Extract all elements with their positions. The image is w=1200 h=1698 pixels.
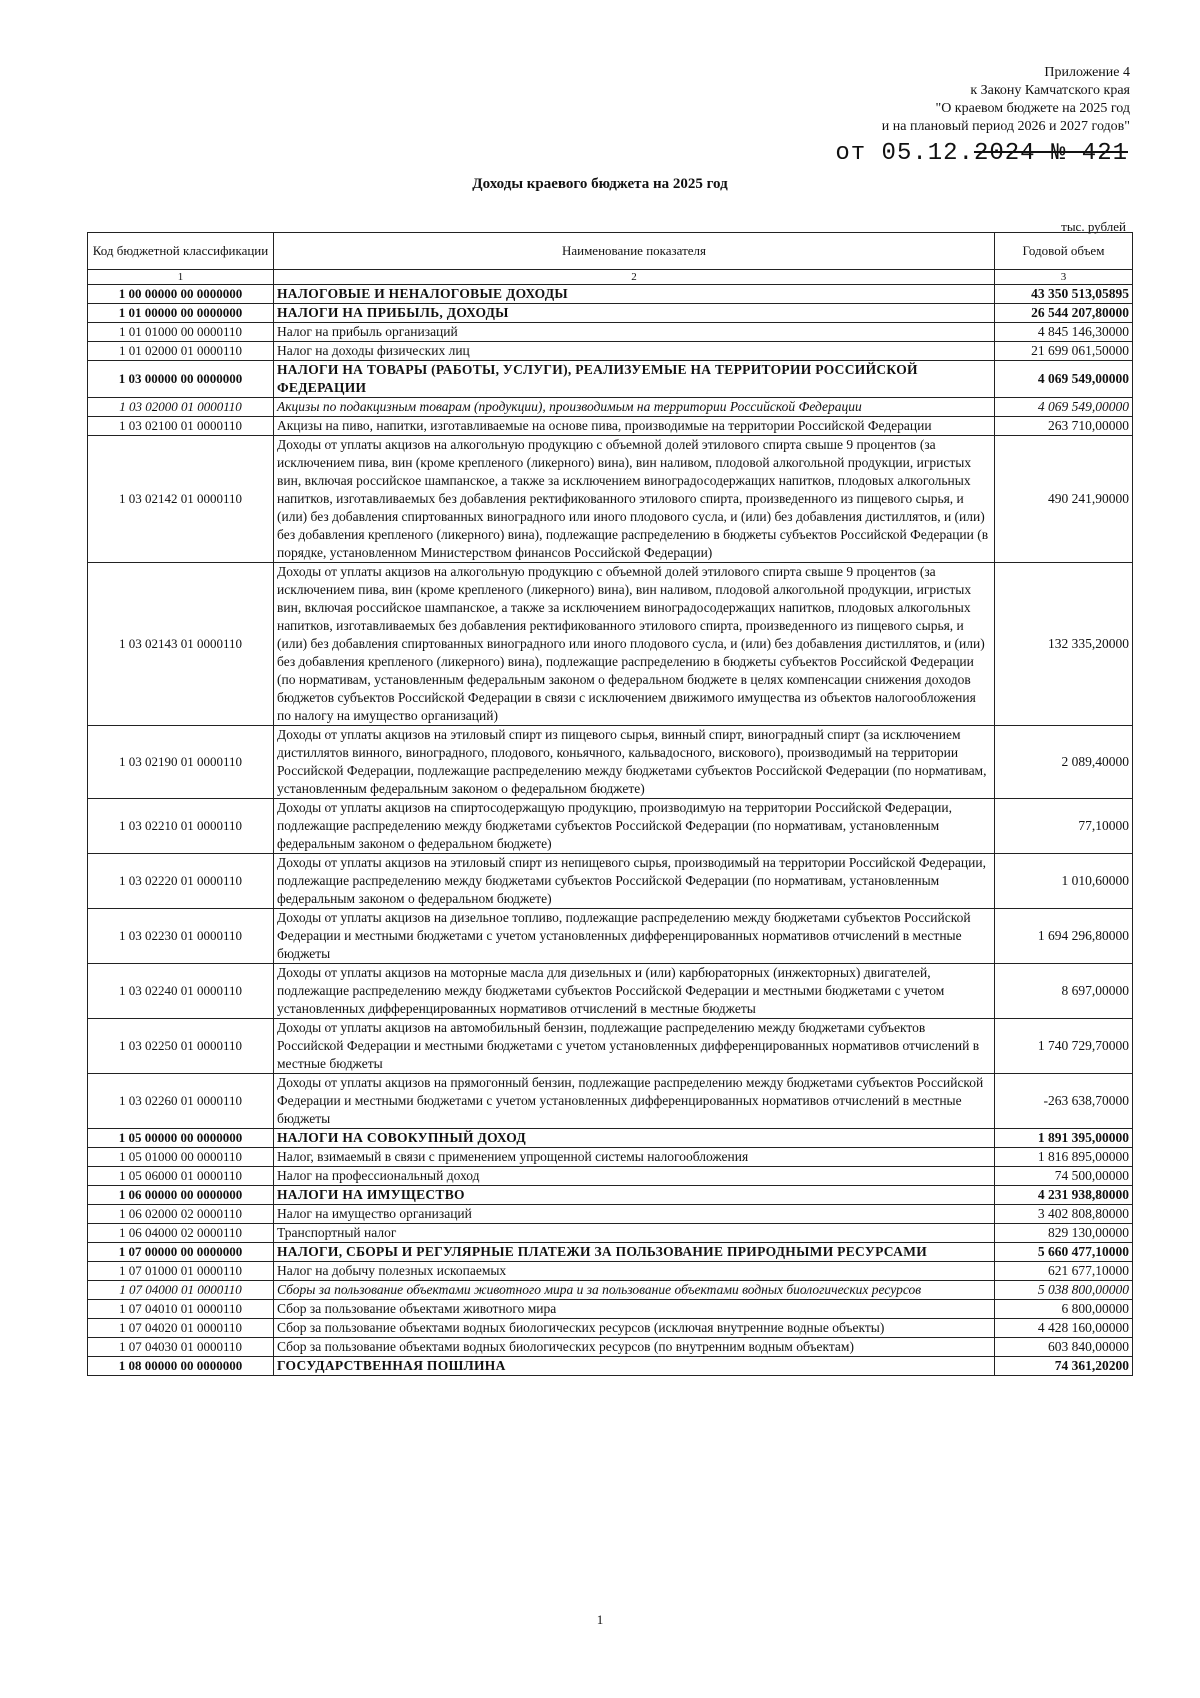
table-row <box>88 1148 1133 1167</box>
table-row <box>88 436 1133 563</box>
row-amount: 1 010,60000 <box>995 854 1133 909</box>
table-row <box>88 1186 1133 1205</box>
table-row <box>88 361 1133 398</box>
row-name: Доходы от уплаты акцизов на прямогонный бензин, подлежащие распределению между бюджетами субъектов Российской Федерации и местными бюджетами с учетом установленных дифференцированных нормативов отчислений в местные бюджеты <box>274 1074 995 1129</box>
row-amount: 1 816 895,00000 <box>995 1148 1133 1167</box>
row-name: НАЛОГИ НА СОВОКУПНЫЙ ДОХОД <box>274 1129 995 1148</box>
row-name: Доходы от уплаты акцизов на спиртосодержащую продукцию, производимую на территории Российской Федерации, подлежащие распределению между бюджетами субъектов Российской Федерации (по нормативам, установленным федеральным законом о федеральном бюджете) <box>274 799 995 854</box>
table-row <box>88 964 1133 1019</box>
row-amount: 43 350 513,05895 <box>995 285 1133 304</box>
date-struck: 2024 № 421 <box>973 140 1128 167</box>
table-row <box>88 1281 1133 1300</box>
law-date-number <box>835 140 1128 167</box>
row-name: НАЛОГИ НА ИМУЩЕСТВО <box>274 1186 995 1205</box>
row-code: 1 07 04030 01 0000110 <box>88 1338 274 1357</box>
row-code: 1 03 02260 01 0000110 <box>88 1074 274 1129</box>
appendix-line-2: к Закону Камчатского края <box>970 83 1130 98</box>
row-amount: -263 638,70000 <box>995 1074 1133 1129</box>
row-name: Сборы за пользование объектами животного мира и за пользование объектами водных биологических ресурсов <box>274 1281 995 1300</box>
table-row <box>88 1243 1133 1262</box>
row-name: НАЛОГИ, СБОРЫ И РЕГУЛЯРНЫЕ ПЛАТЕЖИ ЗА ПОЛЬЗОВАНИЕ ПРИРОДНЫМИ РЕСУРСАМИ <box>274 1243 995 1262</box>
document-title: Доходы краевого бюджета на 2025 год <box>472 176 728 192</box>
row-name: Налог на доходы физических лиц <box>274 342 995 361</box>
row-code: 1 06 04000 02 0000110 <box>88 1224 274 1243</box>
row-code: 1 05 01000 00 0000110 <box>88 1148 274 1167</box>
page-number: 1 <box>596 1612 604 1627</box>
table-row <box>88 1300 1133 1319</box>
row-amount: 5 038 800,00000 <box>995 1281 1133 1300</box>
table-row <box>88 726 1133 799</box>
table-row <box>88 323 1133 342</box>
row-code: 1 07 04000 01 0000110 <box>88 1281 274 1300</box>
table-row <box>88 1357 1133 1376</box>
table-row <box>88 1224 1133 1243</box>
row-code: 1 03 00000 00 0000000 <box>88 361 274 398</box>
table-body <box>88 285 1133 1376</box>
row-code: 1 03 02190 01 0000110 <box>88 726 274 799</box>
header-name: Наименование показателя <box>274 233 995 270</box>
units-label: тыс. рублей <box>1061 219 1126 234</box>
row-name: Акцизы на пиво, напитки, изготавливаемые на основе пива, производимые на территории Российской Федерации <box>274 417 995 436</box>
row-amount: 26 544 207,80000 <box>995 304 1133 323</box>
row-code: 1 08 00000 00 0000000 <box>88 1357 274 1376</box>
row-amount: 1 891 395,00000 <box>995 1129 1133 1148</box>
row-amount: 1 740 729,70000 <box>995 1019 1133 1074</box>
row-code: 1 05 06000 01 0000110 <box>88 1167 274 1186</box>
table-row <box>88 285 1133 304</box>
row-name: Налог на профессиональный доход <box>274 1167 995 1186</box>
row-amount: 4 069 549,00000 <box>995 361 1133 398</box>
row-name: НАЛОГИ НА ПРИБЫЛЬ, ДОХОДЫ <box>274 304 995 323</box>
row-name: Сбор за пользование объектами водных биологических ресурсов (исключая внутренние водные объекты) <box>274 1319 995 1338</box>
appendix-header <box>882 64 1130 136</box>
row-name: Налог на добычу полезных ископаемых <box>274 1262 995 1281</box>
table-row <box>88 563 1133 726</box>
row-amount: 4 428 160,00000 <box>995 1319 1133 1338</box>
row-amount: 263 710,00000 <box>995 417 1133 436</box>
row-amount: 603 840,00000 <box>995 1338 1133 1357</box>
row-name: Доходы от уплаты акцизов на автомобильный бензин, подлежащие распределению между бюджетами субъектов Российской Федерации и местными бюджетами с учетом установленных дифференцированных нормативов отчислений в местные бюджеты <box>274 1019 995 1074</box>
table-row <box>88 1019 1133 1074</box>
row-code: 1 06 00000 00 0000000 <box>88 1186 274 1205</box>
table-row <box>88 1205 1133 1224</box>
row-code: 1 07 04020 01 0000110 <box>88 1319 274 1338</box>
table-row <box>88 1338 1133 1357</box>
table-row <box>88 1129 1133 1148</box>
row-amount: 4 231 938,80000 <box>995 1186 1133 1205</box>
row-name: Доходы от уплаты акцизов на алкогольную продукцию с объемной долей этилового спирта свыше 9 процентов (за исключением пива, вин (кроме крепленого (ликерного) вина), вин наливом, плодовой алкогольной продукции, игристых вин, включая российское шампанское, а также за исключением виноградосодержащих напитков, плодовых алкогольных напитков, изготавливаемых без добавления ректификованного этилового спирта, произведенного из пищевого сырья, и (или) без добавления спиртованных виноградного или иного плодового сусла, и (или) без добавления дистиллятов, и (или) без добавления крепленого (ликерного) вина), подлежащие распределению в бюджеты субъектов Российской Федерации (по нормативам, установленным федеральным законом о федеральном бюджете в целях компенсации снижения доходов бюджетов субъектов Российской Федерации в связи с исключением движимого имущества из объектов налогообложения по налогу на имущество организаций) <box>274 563 995 726</box>
row-amount: 3 402 808,80000 <box>995 1205 1133 1224</box>
row-name: НАЛОГИ НА ТОВАРЫ (РАБОТЫ, УСЛУГИ), РЕАЛИЗУЕМЫЕ НА ТЕРРИТОРИИ РОССИЙСКОЙ ФЕДЕРАЦИИ <box>274 361 995 398</box>
table-row <box>88 799 1133 854</box>
row-amount: 77,10000 <box>995 799 1133 854</box>
row-amount: 4 845 146,30000 <box>995 323 1133 342</box>
table-header-row <box>88 233 1133 270</box>
row-name: Доходы от уплаты акцизов на алкогольную продукцию с объемной долей этилового спирта свыше 9 процентов (за исключением пива, вин (кроме крепленого (ликерного) вина), вин наливом, плодовой алкогольной продукции, игристых вин, включая российское шампанское, а также за исключением виноградосодержащих напитков, плодовых алкогольных напитков, изготавливаемых без добавления ректификованного этилового спирта, произведенного из пищевого сырья, и (или) без добавления спиртованных виноградного или иного плодового сусла, и (или) без добавления дистиллятов, и (или) без добавления крепленого (ликерного) вина), подлежащие распределению в бюджеты субъектов Российской Федерации (в порядке, установленном Министерством финансов Российской Федерации) <box>274 436 995 563</box>
row-code: 1 03 02230 01 0000110 <box>88 909 274 964</box>
row-name: Сбор за пользование объектами животного мира <box>274 1300 995 1319</box>
row-name: Налог, взимаемый в связи с применением упрощенной системы налогообложения <box>274 1148 995 1167</box>
row-code: 1 07 01000 01 0000110 <box>88 1262 274 1281</box>
row-name: Доходы от уплаты акцизов на моторные масла для дизельных и (или) карбюраторных (инжекторных) двигателей, подлежащие распределению между бюджетами субъектов Российской Федерации и местными бюджетами с учетом установленных дифференцированных нормативов отчислений в местные бюджеты <box>274 964 995 1019</box>
row-code: 1 03 02250 01 0000110 <box>88 1019 274 1074</box>
row-amount: 4 069 549,00000 <box>995 398 1133 417</box>
row-code: 1 01 02000 01 0000110 <box>88 342 274 361</box>
row-amount: 2 089,40000 <box>995 726 1133 799</box>
date-prefix: от 05.12. <box>835 140 974 167</box>
row-code: 1 03 02220 01 0000110 <box>88 854 274 909</box>
row-code: 1 05 00000 00 0000000 <box>88 1129 274 1148</box>
row-name: Налог на имущество организаций <box>274 1205 995 1224</box>
row-amount: 621 677,10000 <box>995 1262 1133 1281</box>
row-code: 1 03 02143 01 0000110 <box>88 563 274 726</box>
table-row <box>88 398 1133 417</box>
row-code: 1 01 01000 00 0000110 <box>88 323 274 342</box>
row-amount: 6 800,00000 <box>995 1300 1133 1319</box>
row-code: 1 07 00000 00 0000000 <box>88 1243 274 1262</box>
row-code: 1 06 02000 02 0000110 <box>88 1205 274 1224</box>
header-code: Код бюджетной классификации <box>88 233 274 270</box>
row-code: 1 00 00000 00 0000000 <box>88 285 274 304</box>
row-amount: 829 130,00000 <box>995 1224 1133 1243</box>
table-row <box>88 304 1133 323</box>
row-amount: 132 335,20000 <box>995 563 1133 726</box>
row-code: 1 01 00000 00 0000000 <box>88 304 274 323</box>
table-row <box>88 854 1133 909</box>
row-code: 1 07 04010 01 0000110 <box>88 1300 274 1319</box>
table-row <box>88 1262 1133 1281</box>
appendix-line-1: Приложение 4 <box>1044 65 1130 80</box>
row-code: 1 03 02142 01 0000110 <box>88 436 274 563</box>
row-code: 1 03 02240 01 0000110 <box>88 964 274 1019</box>
row-amount: 21 699 061,50000 <box>995 342 1133 361</box>
appendix-line-4: и на плановый период 2026 и 2027 годов" <box>881 119 1130 134</box>
row-amount: 490 241,90000 <box>995 436 1133 563</box>
row-name: Доходы от уплаты акцизов на этиловый спирт из непищевого сырья, производимый на территории Российской Федерации, подлежащие распределению между бюджетами субъектов Российской Федерации (по нормативам, установленным федеральным законом о федеральном бюджете) <box>274 854 995 909</box>
row-name: Акцизы по подакцизным товарам (продукции), производимым на территории Российской Федерации <box>274 398 995 417</box>
row-code: 1 03 02210 01 0000110 <box>88 799 274 854</box>
row-name: Доходы от уплаты акцизов на этиловый спирт из пищевого сырья, винный спирт, виноградный спирт (за исключением дистиллятов винного, виноградного, плодового, коньячного, кальвадосного, вискового), производимый на территории Российской Федерации, подлежащие распределению между бюджетами субъектов Российской Федерации (по нормативам, установленным федеральным законом о федеральном бюджете) <box>274 726 995 799</box>
col-number-2: 2 <box>274 270 995 285</box>
revenue-table <box>87 232 1133 1376</box>
row-name: Налог на прибыль организаций <box>274 323 995 342</box>
table-row <box>88 1319 1133 1338</box>
row-name: Доходы от уплаты акцизов на дизельное топливо, подлежащие распределению между бюджетами субъектов Российской Федерации и местными бюджетами с учетом установленных дифференцированных нормативов отчислений в местные бюджеты <box>274 909 995 964</box>
col-number-1: 1 <box>88 270 274 285</box>
row-name: НАЛОГОВЫЕ И НЕНАЛОГОВЫЕ ДОХОДЫ <box>274 285 995 304</box>
row-amount: 74 500,00000 <box>995 1167 1133 1186</box>
row-name: ГОСУДАРСТВЕННАЯ ПОШЛИНА <box>274 1357 995 1376</box>
row-amount: 1 694 296,80000 <box>995 909 1133 964</box>
table-row <box>88 1167 1133 1186</box>
header-amount: Годовой объем <box>995 233 1133 270</box>
table-row <box>88 342 1133 361</box>
column-number-row <box>88 270 1133 285</box>
appendix-line-3: "О краевом бюджете на 2025 год <box>935 101 1130 116</box>
row-code: 1 03 02100 01 0000110 <box>88 417 274 436</box>
row-code: 1 03 02000 01 0000110 <box>88 398 274 417</box>
table-row <box>88 417 1133 436</box>
table-row <box>88 1074 1133 1129</box>
row-amount: 8 697,00000 <box>995 964 1133 1019</box>
col-number-3: 3 <box>995 270 1133 285</box>
table-row <box>88 909 1133 964</box>
row-amount: 5 660 477,10000 <box>995 1243 1133 1262</box>
row-name: Сбор за пользование объектами водных биологических ресурсов (по внутренним водным объектам) <box>274 1338 995 1357</box>
row-amount: 74 361,20200 <box>995 1357 1133 1376</box>
row-name: Транспортный налог <box>274 1224 995 1243</box>
